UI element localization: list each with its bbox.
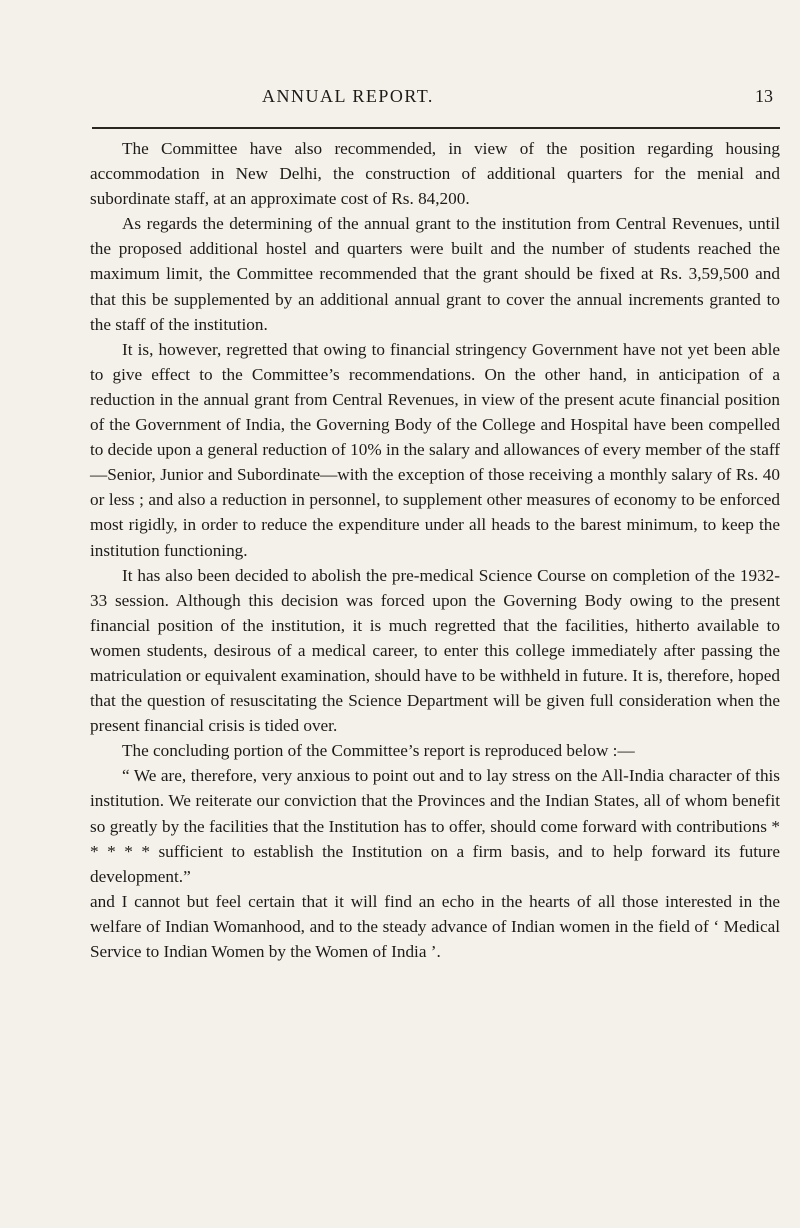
committee-quote: “ We are, therefore, very anxious to point out and to lay stress on the All-India character of this institution. We reiterate our conviction that the Provinces and the Indian States, all of whom benefit so greatly by the facilities that the Institution has to offer, should come forward with contributions * * * * * sufficient to establish the Institution on a firm basis, and to help forward its future development.” xyxy=(90,766,780,886)
paragraph-concluding-intro: The concluding portion of the Committee’s report is reproduced below :— xyxy=(122,741,635,761)
page-number: 13 xyxy=(755,86,773,106)
paragraph-annual-grant: As regards the determining of the annual grant to the institution from Central Revenues, until the proposed additional hostel and quarters were built and the number of students reached the maximum limit, the Committee recommended that the grant should be fixed at Rs. 3,59,500 and that this be supplemented by an additional annual grant to cover the annual increments granted to the staff of the institution. xyxy=(90,214,780,334)
paragraph-financial-stringency: It is, however, regretted that owing to financial stringency Government have not yet been able to give effect to the Committee’s recommendations. On the other hand, in anticipation of a reduction in the annual grant from Central Revenues, in view of the present acute financial position of the Government of India, the Governing Body of the College and Hospital have been compelled to decide upon a general reduction of 10% in the salary and allowances of every member of the staff—Senior, Junior and Subordinate—with the exception of those receiving a monthly salary of Rs. 40 or less ; and also a reduction in personnel, to supplement other measures of economy to be enforced most rigidly, in order to reduce the expenditure under all heads to the barest minimum, to keep the institution functioning. xyxy=(90,339,780,560)
report-body xyxy=(90,136,780,964)
running-head: ANNUAL REPORT. xyxy=(262,86,434,106)
paragraph-housing: The Committee have also recommended, in view of the position regarding housing accommodation in New Delhi, the construction of additional quarters for the menial and subordinate staff, at an approximate cost of Rs. 84,200. xyxy=(90,139,780,209)
paragraph-closing: and I cannot but feel certain that it will find an echo in the hearts of all those interested in the welfare of Indian Womanhood, and to the steady advance of Indian women in the field of ‘ Medical Service to Indian Women by the Women of India ’. xyxy=(90,891,780,961)
page-header xyxy=(92,86,779,110)
header-rule xyxy=(92,127,780,129)
paragraph-science-course: It has also been decided to abolish the pre-medical Science Course on completion of the 1932-33 session. Although this decision was forced upon the Governing Body owing to the present financial position of the institution, it is much regretted that the facilities, hitherto available to women students, desirous of a medical career, to enter this college immediately after passing the matriculation or equivalent examination, should have to be withheld in future. It is, therefore, hoped that the question of resuscitating the Science Department will be given full consideration when the present financial crisis is tided over. xyxy=(90,565,780,736)
